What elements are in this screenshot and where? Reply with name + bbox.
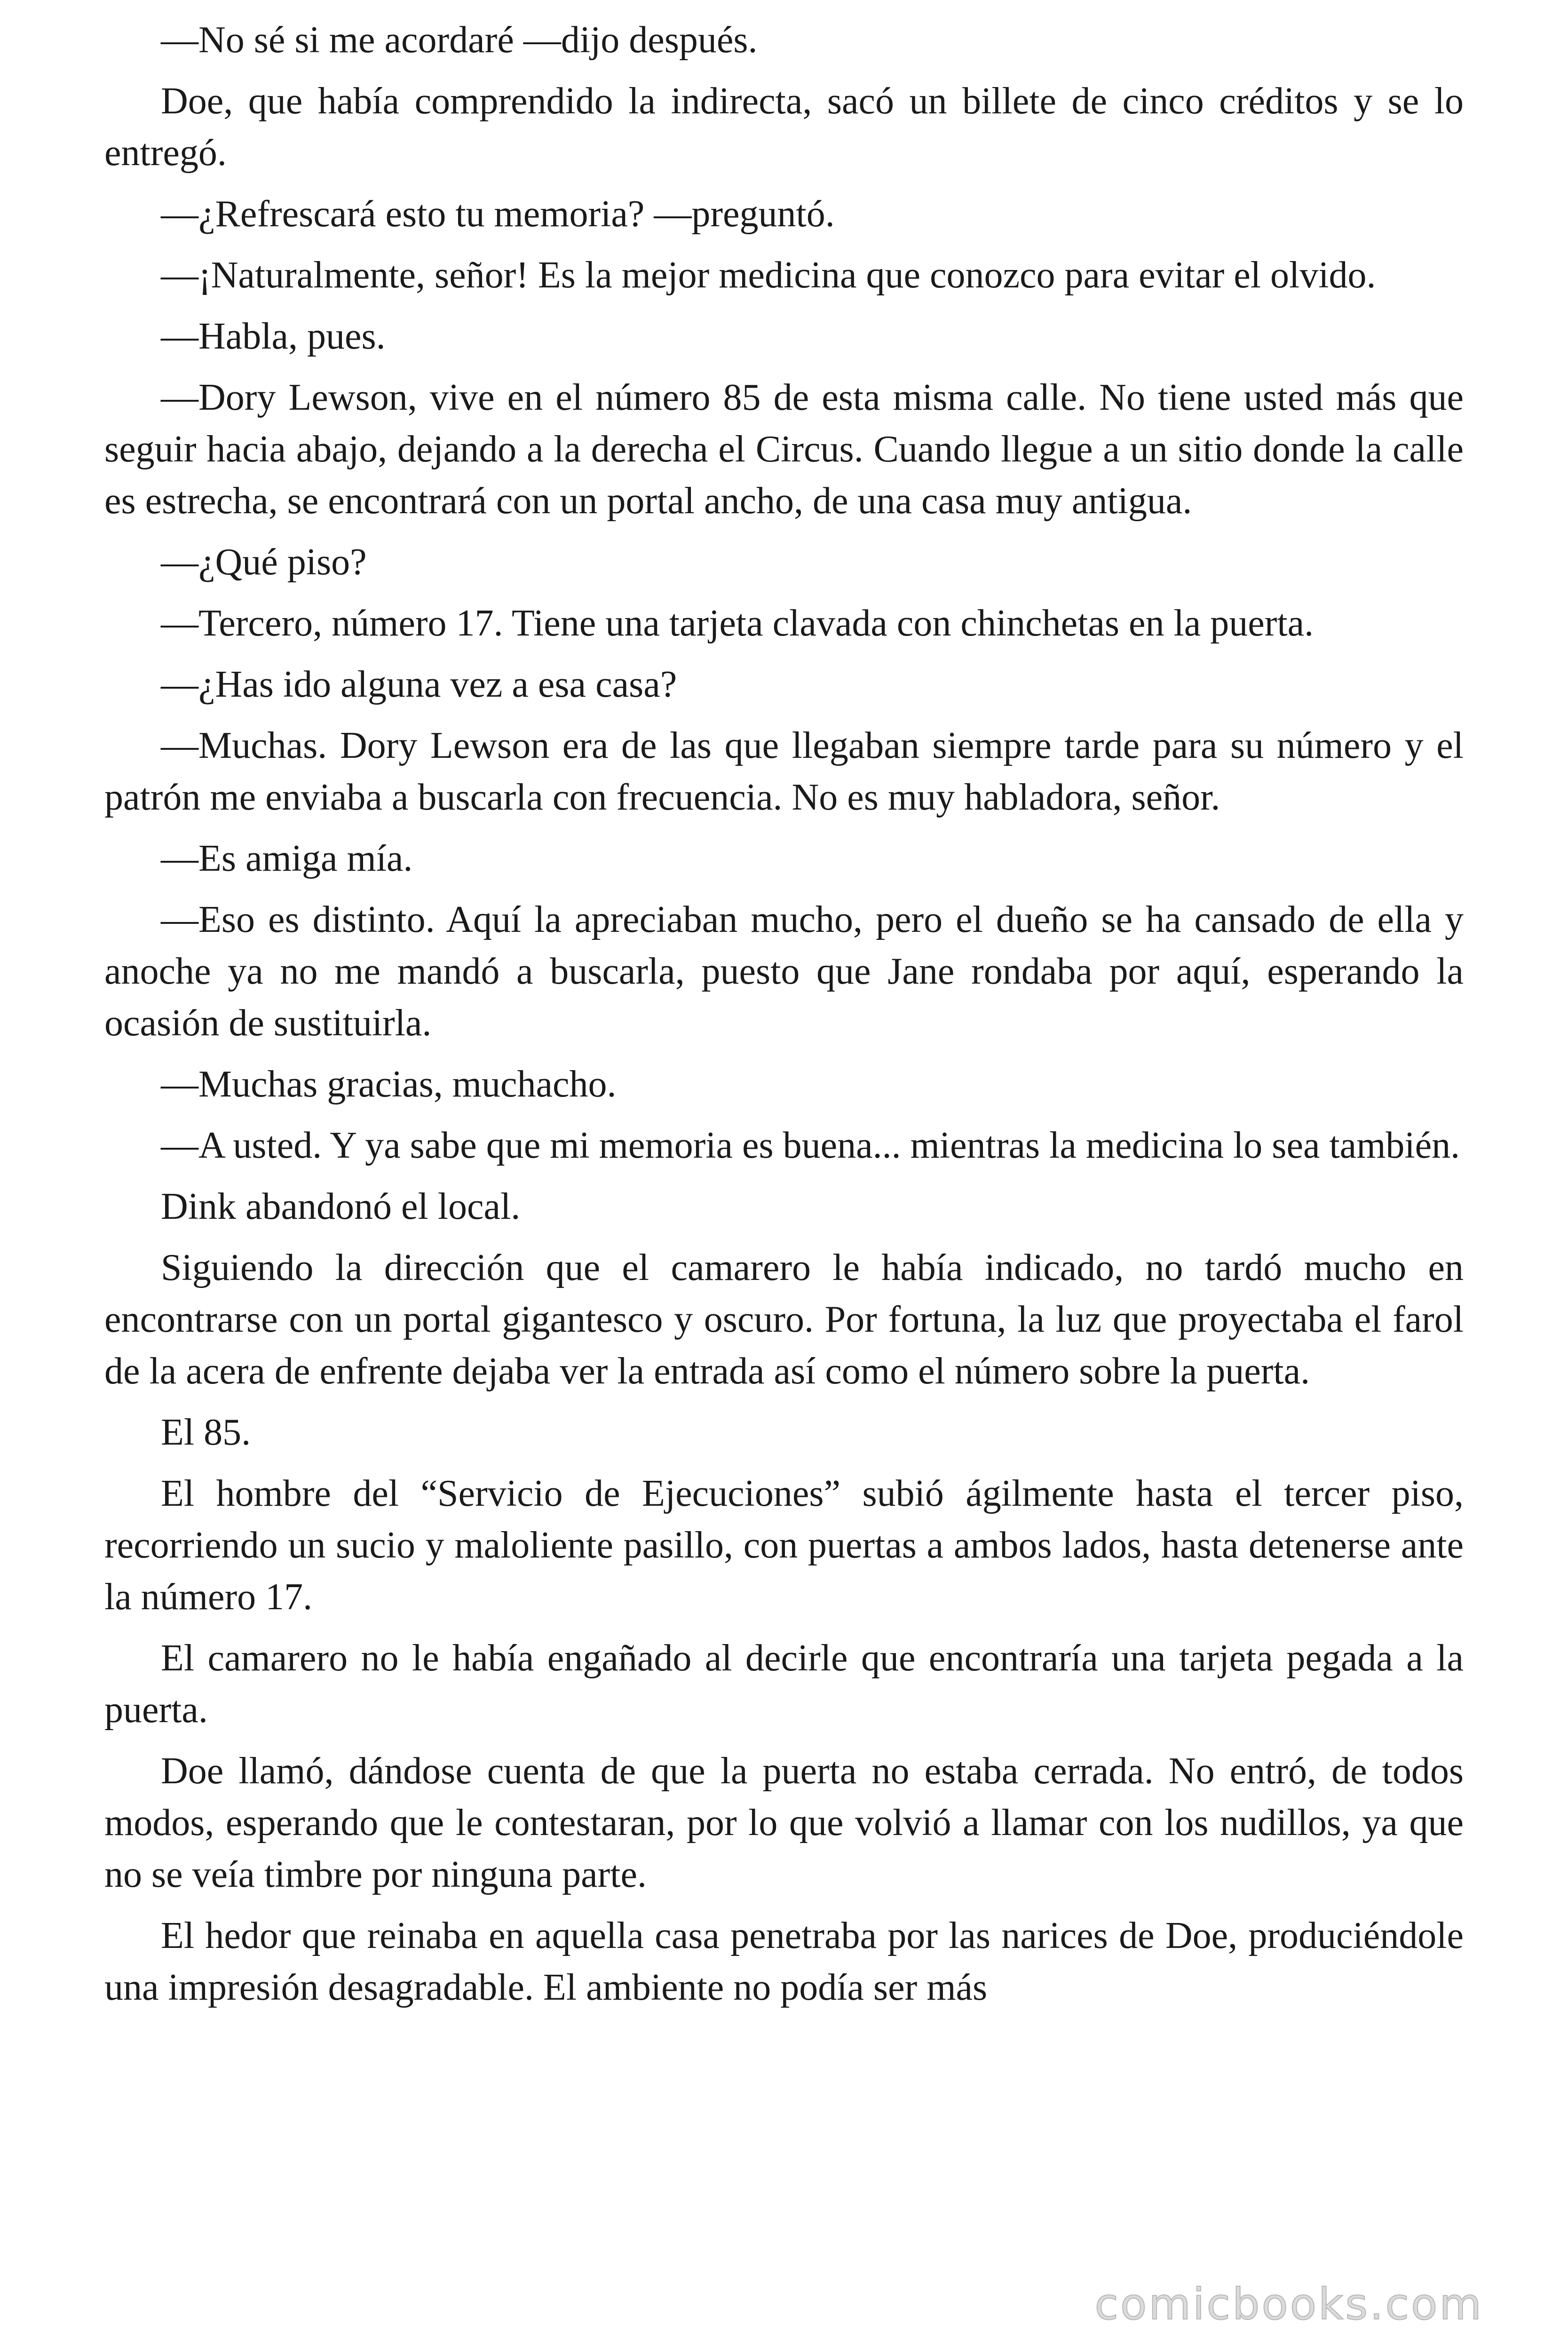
paragraph: —Habla, pues. [161, 316, 386, 357]
paragraph: Doe llamó, dándose cuenta de que la puerta no estaba cerrada. No entró, de todos modos, esperando que le contestaran, por lo que volvió a llamar con los nudillos, ya que no se veía timbre por ninguna parte. [104, 1750, 1464, 1895]
paragraph: —A usted. Y ya sabe que mi memoria es buena... mientras la medicina lo sea también. [161, 1125, 1460, 1166]
paragraph: —Tercero, número 17. Tiene una tarjeta clavada con chinchetas en la puerta. [161, 603, 1314, 644]
paragraph: El hedor que reinaba en aquella casa penetraba por las narices de Doe, produciéndole una impresión desagradable. El ambiente no podía ser más [104, 1915, 1464, 2008]
paragraph: Dink abandonó el local. [161, 1186, 521, 1227]
paragraph: —¿Refrescará esto tu memoria? —preguntó. [161, 193, 835, 235]
book-page [104, 14, 1464, 2319]
paragraph: Doe, que había comprendido la indirecta, sacó un billete de cinco créditos y se lo entregó. [104, 80, 1464, 174]
paragraph: —¿Has ido alguna vez a esa casa? [161, 664, 677, 705]
paragraph: —Dory Lewson, vive en el número 85 de esta misma calle. No tiene usted más que seguir hacia abajo, dejando a la derecha el Circus. Cuando llegue a un sitio donde la calle es estrecha, se encontrará con un portal ancho, de una casa muy antigua. [104, 377, 1464, 522]
paragraph: —Eso es distinto. Aquí la apreciaban mucho, pero el dueño se ha cansado de ella y anoche ya no me mandó a buscarla, puesto que Jane rondaba por aquí, esperando la ocasión de sustituirla. [104, 899, 1464, 1044]
paragraph: Siguiendo la dirección que el camarero le había indicado, no tardó mucho en encontrarse con un portal gigantesco y oscuro. Por fortuna, la luz que proyectaba el farol de la acera de enfrente dejaba ver la entrada así como el número sobre la puerta. [104, 1247, 1464, 1392]
paragraph: —¿Qué piso? [161, 541, 367, 583]
watermark: comicbooks.com [1094, 2279, 1483, 2329]
page-text [104, 14, 1464, 2013]
paragraph: —Muchas gracias, muchacho. [161, 1064, 617, 1105]
paragraph: El camarero no le había engañado al decirle que encontraría una tarjeta pegada a la puerta. [104, 1637, 1464, 1731]
paragraph: El hombre del “Servicio de Ejecuciones” subió ágilmente hasta el tercer piso, recorriendo un sucio y maloliente pasillo, con puertas a ambos lados, hasta detenerse ante la número 17. [104, 1473, 1464, 1618]
paragraph: —Muchas. Dory Lewson era de las que llegaban siempre tarde para su número y el patrón me enviaba a buscarla con frecuencia. No es muy habladora, señor. [104, 725, 1464, 818]
paragraph: —No sé si me acordaré —dijo después. [161, 19, 758, 61]
paragraph: El 85. [161, 1412, 251, 1453]
paragraph: —Es amiga mía. [161, 838, 413, 879]
paragraph: —¡Naturalmente, señor! Es la mejor medicina que conozco para evitar el olvido. [161, 254, 1376, 296]
